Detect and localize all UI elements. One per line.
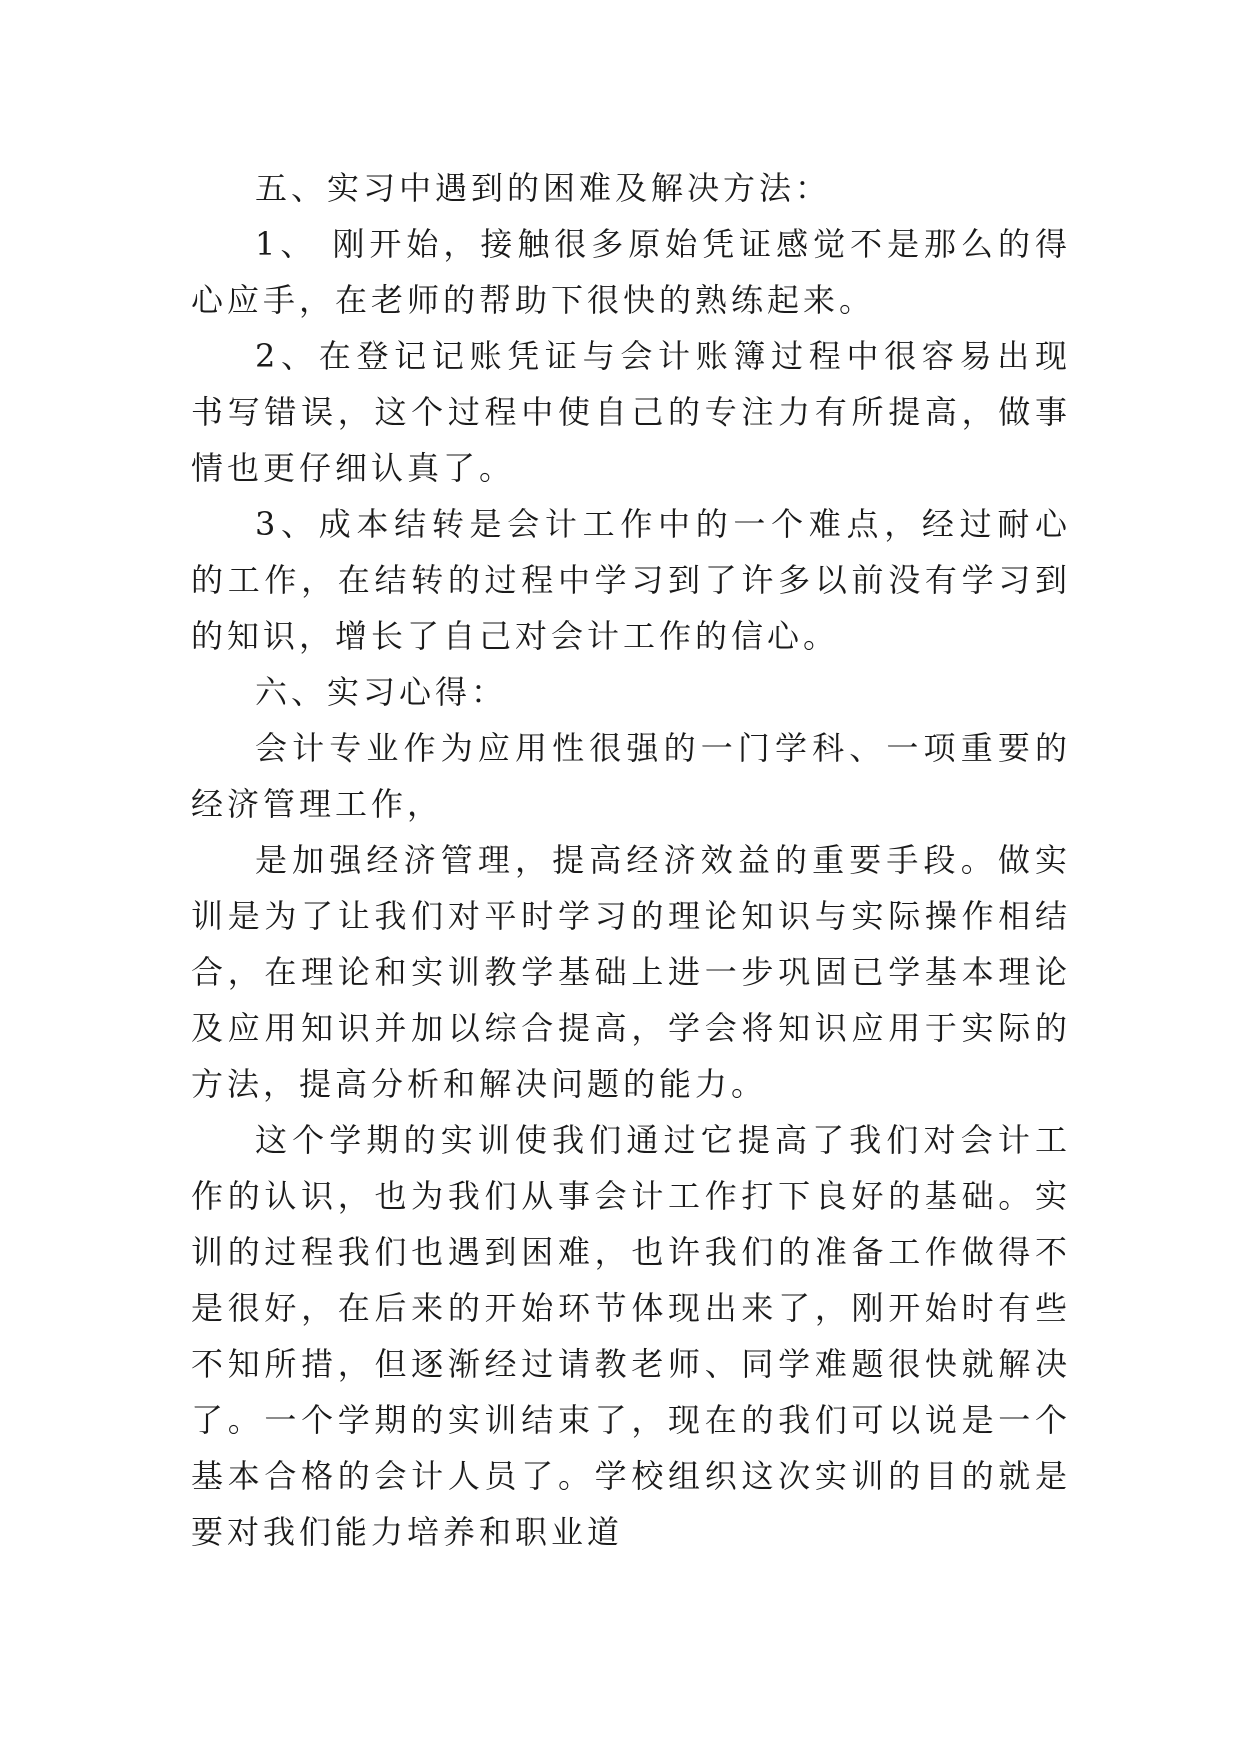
section-heading-reflections: 六、实习心得： [255,673,508,711]
section-heading-difficulties: 五、实习中遇到的困难及解决方法： [255,169,832,207]
paragraph-item-2: 2、在登记记账凭证与会计账簿过程中很容易出现书写错误，这个过程中使自己的专注力有所提高，做事情也更仔细认真了。 [191,337,1071,487]
paragraph-item-3: 3、成本结转是会计工作中的一个难点，经过耐心的工作，在结转的过程中学习到了许多以前没有学习到的知识，增长了自己对会计工作的信心。 [191,505,1071,655]
paragraph-semester-training: 这个学期的实训使我们通过它提高了我们对会计工作的认识，也为我们从事会计工作打下良好的基础。实训的过程我们也遇到困难，也许我们的准备工作做得不是很好，在后来的开始环节体现出来了，刚开始时有些不知所措，但逐渐经过请教老师、同学难题很快就解决了。一个学期的实训结束了，现在的我们可以说是一个基本合格的会计人员了。学校组织这次实训的目的就是要对我们能力培养和职业道 [191,1121,1071,1551]
paragraph-accounting-major: 会计专业作为应用性很强的一门学科、一项重要的经济管理工作， [191,729,1071,823]
paragraph-management-means: 是加强经济管理，提高经济效益的重要手段。做实训是为了让我们对平时学习的理论知识与实际操作相结合，在理论和实训教学基础上进一步巩固已学基本理论及应用知识并加以综合提高，学会将知识应用于实际的方法，提高分析和解决问题的能力。 [191,841,1071,1103]
document-body [191,160,1071,1560]
paragraph-item-1: 1、 刚开始，接触很多原始凭证感觉不是那么的得心应手，在老师的帮助下很快的熟练起来。 [191,225,1071,319]
